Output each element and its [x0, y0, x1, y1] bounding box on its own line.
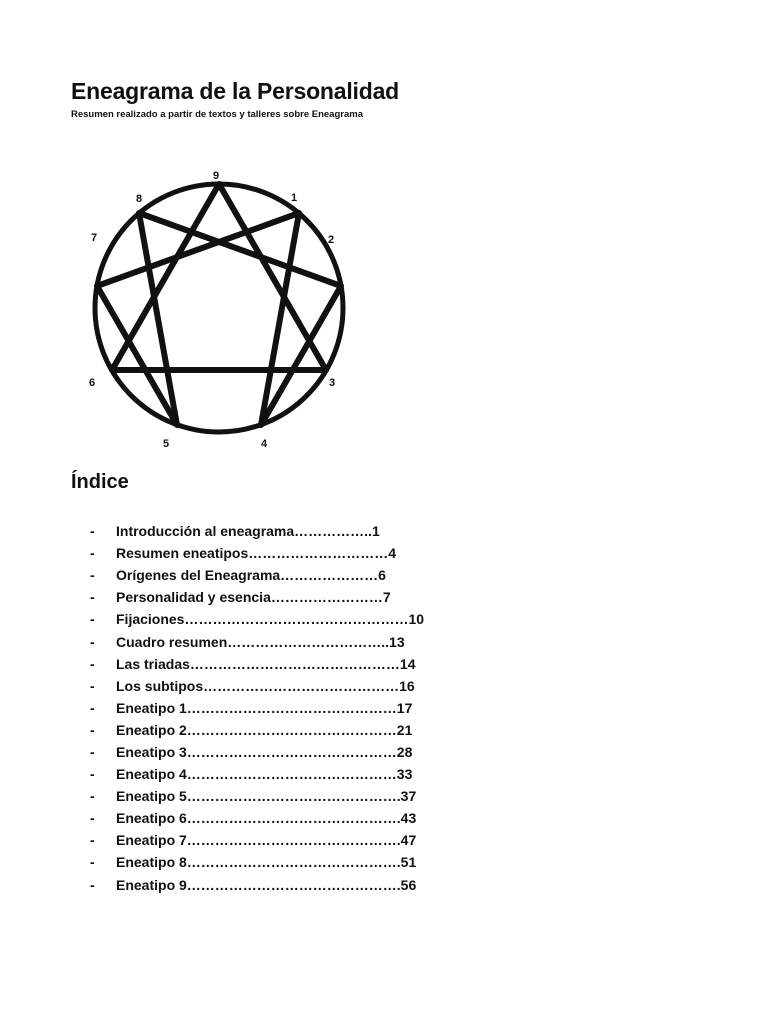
toc-bullet: -: [90, 611, 95, 628]
index-heading: Índice: [71, 471, 129, 493]
toc-bullet: -: [90, 589, 95, 606]
document-subtitle: Resumen realizado a partir de textos y talleres sobre Eneagrama: [71, 109, 363, 120]
toc-bullet: -: [90, 788, 95, 805]
toc-bullet: -: [90, 810, 95, 827]
toc-item[interactable]: [90, 719, 424, 741]
toc-item[interactable]: [90, 874, 424, 896]
toc-entry: Eneatipo 3………………………………………28: [116, 743, 413, 760]
toc-bullet: -: [90, 721, 95, 738]
toc-item[interactable]: [90, 542, 424, 564]
label-point-2: 2: [328, 234, 335, 246]
label-point-7: 7: [91, 232, 98, 244]
toc-item[interactable]: [90, 829, 424, 851]
toc-item[interactable]: [90, 697, 424, 719]
toc-entry: Eneatipo 5……………………………………….37: [116, 788, 417, 805]
toc-bullet: -: [90, 677, 95, 694]
label-point-6: 6: [89, 377, 96, 389]
toc-item[interactable]: [90, 741, 424, 763]
enneagram-diagram: [85, 168, 350, 453]
toc-entry: Eneatipo 2………………………………………21: [116, 721, 413, 738]
toc-bullet: -: [90, 876, 95, 893]
toc-item[interactable]: [90, 608, 424, 630]
label-point-8: 8: [136, 193, 143, 205]
document-title: Eneagrama de la Personalidad: [71, 78, 400, 104]
toc-item[interactable]: [90, 675, 424, 697]
toc-entry: Eneatipo 4………………………………………33: [116, 766, 413, 783]
toc-bullet: -: [90, 655, 95, 672]
toc-item[interactable]: [90, 851, 424, 873]
toc-item[interactable]: [90, 564, 424, 586]
toc-entry: Introducción al eneagrama……………..1: [116, 523, 380, 540]
toc-bullet: -: [90, 743, 95, 760]
toc-entry: Fijaciones…………………………………………10: [116, 611, 425, 628]
toc-bullet: -: [90, 699, 95, 716]
enneagram-circle: [95, 184, 343, 432]
toc-item[interactable]: [90, 785, 424, 807]
label-point-4: 4: [261, 438, 268, 450]
toc-bullet: -: [90, 545, 95, 562]
toc-bullet: -: [90, 567, 95, 584]
label-point-3: 3: [329, 377, 336, 389]
toc-item[interactable]: [90, 807, 424, 829]
toc-item[interactable]: [90, 653, 424, 675]
toc-bullet: -: [90, 766, 95, 783]
toc-entry: Las triadas………………………………………14: [116, 655, 416, 672]
toc-entry: Resumen eneatipos…………………………4: [116, 545, 397, 562]
toc-entry: Cuadro resumen……………………………..13: [116, 633, 405, 650]
toc-bullet: -: [90, 523, 95, 540]
toc-item[interactable]: [90, 630, 424, 652]
label-point-5: 5: [163, 438, 170, 450]
toc-item[interactable]: [90, 586, 424, 608]
toc-entry: Personalidad y esencia……………………7: [116, 589, 391, 606]
toc-bullet: -: [90, 854, 95, 871]
toc-entry: Eneatipo 9……………………………………….56: [116, 876, 417, 893]
toc-bullet: -: [90, 633, 95, 650]
toc-entry: Orígenes del Eneagrama…………………6: [116, 567, 386, 584]
label-point-9: 9: [213, 170, 220, 182]
toc-entry: Eneatipo 7……………………………………….47: [116, 832, 417, 849]
label-point-1: 1: [291, 192, 298, 204]
enneagram-hexad: [97, 213, 341, 425]
toc-entry: Los subtipos……………………………………16: [116, 677, 415, 694]
toc-bullet: -: [90, 832, 95, 849]
toc-entry: Eneatipo 1………………………………………17: [116, 699, 413, 716]
toc-item[interactable]: [90, 763, 424, 785]
table-of-contents: [90, 520, 424, 896]
enneagram-svg: [85, 168, 350, 453]
toc-item[interactable]: [90, 520, 424, 542]
toc-entry: Eneatipo 8……………………………………….51: [116, 854, 417, 871]
toc-entry: Eneatipo 6……………………………………….43: [116, 810, 417, 827]
